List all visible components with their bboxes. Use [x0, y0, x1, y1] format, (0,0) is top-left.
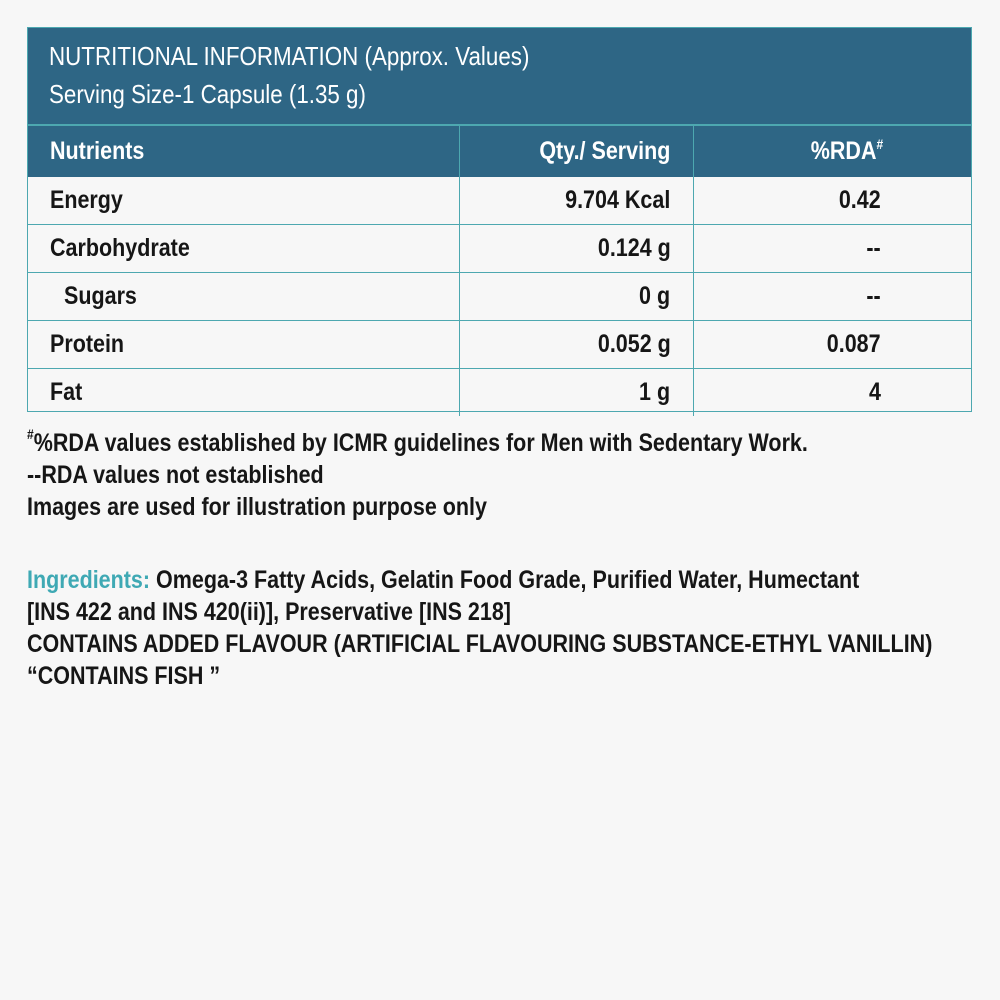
table-row: [28, 177, 971, 225]
table-row: [28, 225, 971, 273]
contains-fish-statement: “CONTAINS FISH ”: [27, 662, 221, 690]
footnotes: [27, 427, 972, 523]
nutrient-name: Carbohydrate: [28, 225, 459, 273]
column-header-nutrients: Nutrients: [28, 125, 459, 177]
nutrient-rda: 0.42: [693, 177, 971, 225]
ingredients-line-1: [27, 564, 973, 596]
serving-size: Serving Size-1 Capsule (1.35 g): [49, 79, 366, 109]
nutrient-name: Protein: [28, 321, 459, 369]
not-established-note: --RDA values not established: [27, 461, 324, 489]
nutrient-rda: --: [693, 225, 971, 273]
column-header-qty: Qty./ Serving: [459, 125, 693, 177]
nutrient-qty: 0.124 g: [459, 225, 693, 273]
nutrient-qty: 0 g: [459, 273, 693, 321]
nutrient-qty: 0.052 g: [459, 321, 693, 369]
table-row: [28, 369, 971, 417]
ingredients-text-1: Omega-3 Fatty Acids, Gelatin Food Grade, Purified Water, Humectant: [150, 566, 860, 594]
rda-footnote-text: %RDA values established by ICMR guidelines for Men with Sedentary Work.: [33, 429, 808, 457]
ingredients-label: Ingredients:: [27, 566, 151, 594]
nutrition-panel: [27, 27, 972, 412]
nutrient-qty: 9.704 Kcal: [459, 177, 693, 225]
nutrient-rda: --: [693, 273, 971, 321]
flavour-statement: CONTAINS ADDED FLAVOUR (ARTIFICIAL FLAVOURING SUBSTANCE-ETHYL VANILLIN): [27, 630, 933, 658]
nutrient-rda: 4: [693, 369, 971, 417]
illustration-disclaimer: Images are used for illustration purpose only: [27, 493, 487, 521]
nutrient-rda: 0.087: [693, 321, 971, 369]
rda-footnote: [27, 427, 840, 459]
rda-header-label: %RDA: [810, 137, 877, 165]
column-header-rda: [693, 125, 971, 177]
table-row: [28, 273, 971, 321]
rda-footnote-mark: #: [27, 426, 34, 442]
table-header-row: [28, 125, 971, 177]
nutrient-name: Fat: [28, 369, 459, 417]
ingredients-line-2: [INS 422 and INS 420(ii)], Preservative [INS 218]: [27, 598, 511, 626]
nutrition-table: [28, 124, 971, 416]
ingredients-section: [27, 564, 1000, 692]
table-row: [28, 321, 971, 369]
nutrient-qty: 1 g: [459, 369, 693, 417]
panel-header: [28, 28, 971, 124]
panel-title: NUTRITIONAL INFORMATION (Approx. Values): [49, 41, 530, 71]
nutrient-name: Sugars: [28, 273, 459, 321]
nutrient-name: Energy: [50, 186, 123, 214]
rda-header-mark: #: [876, 136, 883, 152]
